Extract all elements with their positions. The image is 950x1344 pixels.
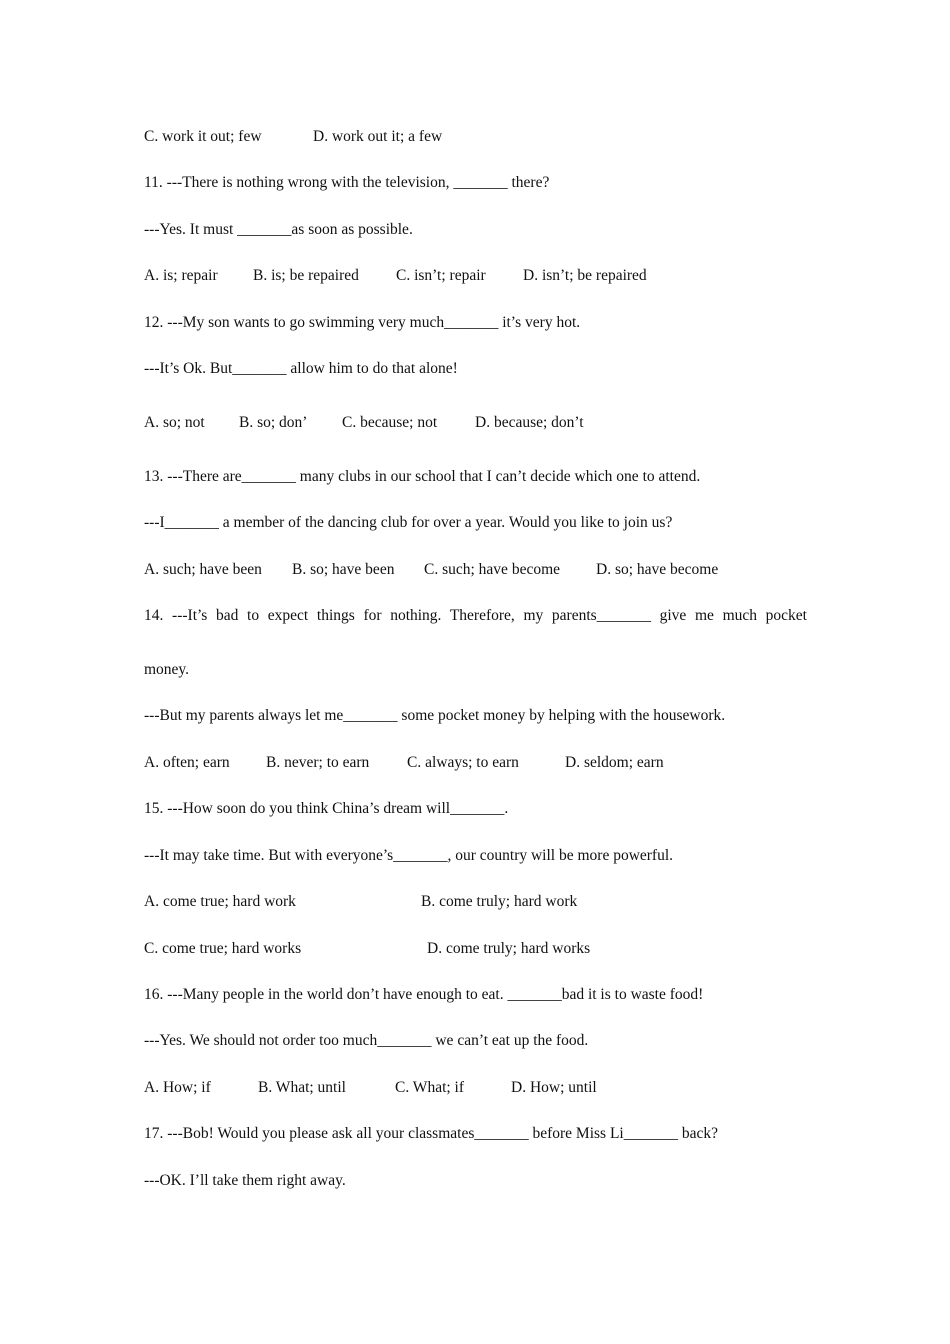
q16-response: ---Yes. We should not order too much_______ we can’t eat up the food. bbox=[144, 1032, 589, 1049]
q11-option-a: A. is; repair bbox=[144, 267, 218, 284]
q16-option-a: A. How; if bbox=[144, 1079, 211, 1096]
q17-question: 17. ---Bob! Would you please ask all your classmates_______ before Miss Li_______ back? bbox=[144, 1125, 718, 1142]
q13-option-c: C. such; have become bbox=[424, 561, 561, 578]
q14-response: ---But my parents always let me_______ some pocket money by helping with the housework. bbox=[144, 707, 726, 724]
q16-question: 16. ---Many people in the world don’t have enough to eat. _______bad it is to waste food! bbox=[144, 986, 704, 1003]
q15-option-d: D. come truly; hard works bbox=[427, 940, 591, 957]
q15-question: 15. ---How soon do you think China’s dream will_______. bbox=[144, 800, 509, 817]
q16-option-d: D. How; until bbox=[511, 1079, 597, 1096]
q13-option-d: D. so; have become bbox=[596, 561, 719, 578]
q12-option-a: A. so; not bbox=[144, 414, 205, 431]
q11-option-b: B. is; be repaired bbox=[253, 267, 359, 284]
q12-response: ---It’s Ok. But_______ allow him to do that alone! bbox=[144, 360, 458, 377]
q12-option-b: B. so; don’ bbox=[239, 414, 308, 431]
q13-option-b: B. so; have been bbox=[292, 561, 395, 578]
q12-option-d: D. because; don’t bbox=[475, 414, 584, 431]
q14-option-d: D. seldom; earn bbox=[565, 754, 664, 771]
q11-option-d: D. isn’t; be repaired bbox=[523, 267, 647, 284]
q16-option-b: B. What; until bbox=[258, 1079, 346, 1096]
q11-question: 11. ---There is nothing wrong with the television, _______ there? bbox=[144, 174, 550, 191]
q14-question-continued: money. bbox=[144, 661, 190, 678]
q10-option-c: C. work it out; few bbox=[144, 128, 262, 145]
q12-option-c: C. because; not bbox=[342, 414, 438, 431]
q17-response: ---OK. I’ll take them right away. bbox=[144, 1172, 346, 1189]
q11-response: ---Yes. It must _______as soon as possible. bbox=[144, 221, 413, 238]
q10-option-d: D. work out it; a few bbox=[313, 128, 443, 145]
q15-response: ---It may take time. But with everyone’s_______, our country will be more powerful. bbox=[144, 847, 674, 864]
q13-question: 13. ---There are_______ many clubs in our school that I can’t decide which one to attend. bbox=[144, 468, 701, 485]
q14-option-c: C. always; to earn bbox=[407, 754, 519, 771]
q13-option-a: A. such; have been bbox=[144, 561, 262, 578]
q15-option-c: C. come true; hard works bbox=[144, 940, 302, 957]
q13-response: ---I_______ a member of the dancing club for over a year. Would you like to join us? bbox=[144, 514, 673, 531]
q12-question: 12. ---My son wants to go swimming very much_______ it’s very hot. bbox=[144, 314, 581, 331]
q16-option-c: C. What; if bbox=[395, 1079, 465, 1096]
q11-option-c: C. isn’t; repair bbox=[396, 267, 486, 284]
q15-option-b: B. come truly; hard work bbox=[421, 893, 578, 910]
q15-option-a: A. come true; hard work bbox=[144, 893, 296, 910]
q14-question: 14. ---It’s bad to expect things for nothing. Therefore, my parents_______ give me much pocket bbox=[144, 607, 807, 624]
q14-option-a: A. often; earn bbox=[144, 754, 230, 771]
q14-option-b: B. never; to earn bbox=[266, 754, 370, 771]
